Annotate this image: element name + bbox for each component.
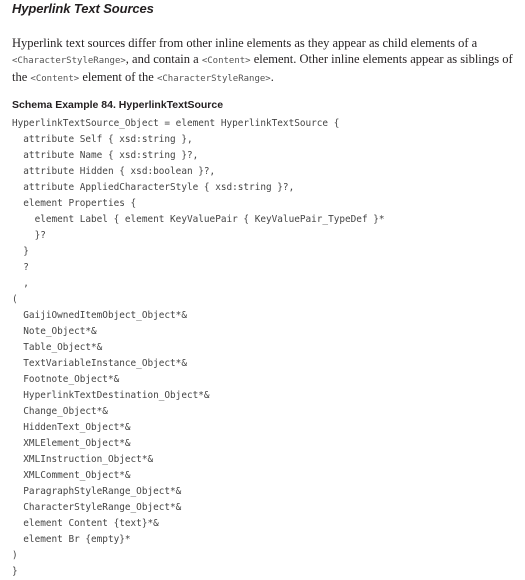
code-line: ? xyxy=(12,262,29,273)
paragraph-text: element. Other inline elements appear as siblings of the xyxy=(12,52,513,84)
code-line: Table_Object*& xyxy=(12,342,103,353)
code-line: element Br {empty}* xyxy=(12,534,131,545)
code-line: HyperlinkTextDestination_Object*& xyxy=(12,390,210,401)
paragraph-text: , and contain a xyxy=(125,52,202,66)
code-line: XMLComment_Object*& xyxy=(12,470,131,481)
code-line: Change_Object*& xyxy=(12,406,108,417)
code-line: Note_Object*& xyxy=(12,326,97,337)
code-line: , xyxy=(12,278,29,289)
code-line: XMLInstruction_Object*& xyxy=(12,454,154,465)
code-line: Footnote_Object*& xyxy=(12,374,120,385)
paragraph-text: Hyperlink text sources differ from other inline elements as they appear as child elements of a xyxy=(12,36,478,50)
code-line: element Content {text}*& xyxy=(12,518,159,529)
code-line: }? xyxy=(12,230,46,241)
inline-code: <CharacterStyleRange> xyxy=(12,56,126,66)
section-heading: Hyperlink Text Sources xyxy=(12,1,154,16)
paragraph-text: . xyxy=(270,70,274,84)
code-line: attribute AppliedCharacterStyle { xsd:string }?, xyxy=(12,182,295,193)
code-line: } xyxy=(12,566,18,577)
code-line: attribute Self { xsd:string }, xyxy=(12,134,193,145)
code-line: HiddenText_Object*& xyxy=(12,422,131,433)
code-line: ) xyxy=(12,550,18,561)
schema-code-block xyxy=(12,116,385,580)
paragraph-text: element of the xyxy=(79,70,157,84)
code-line: attribute Name { xsd:string }?, xyxy=(12,150,199,161)
code-line: CharacterStyleRange_Object*& xyxy=(12,502,182,513)
code-line: element Properties { xyxy=(12,198,137,209)
code-line: } xyxy=(12,246,29,257)
body-paragraph xyxy=(12,35,517,87)
example-caption: Schema Example 84. HyperlinkTextSource xyxy=(12,99,224,111)
code-line: ( xyxy=(12,294,18,305)
code-line: GaijiOwnedItemObject_Object*& xyxy=(12,310,187,321)
code-line: XMLElement_Object*& xyxy=(12,438,131,449)
code-line: attribute Hidden { xsd:boolean }?, xyxy=(12,166,216,177)
code-line: TextVariableInstance_Object*& xyxy=(12,358,187,369)
inline-code: <CharacterStyleRange> xyxy=(156,74,271,84)
inline-code: <Content> xyxy=(30,74,80,84)
inline-code: <Content> xyxy=(201,56,251,66)
code-line: HyperlinkTextSource_Object = element HyperlinkTextSource { xyxy=(12,118,340,129)
code-line: ParagraphStyleRange_Object*& xyxy=(12,486,182,497)
code-line: element Label { element KeyValuePair { KeyValuePair_TypeDef }* xyxy=(12,214,385,225)
